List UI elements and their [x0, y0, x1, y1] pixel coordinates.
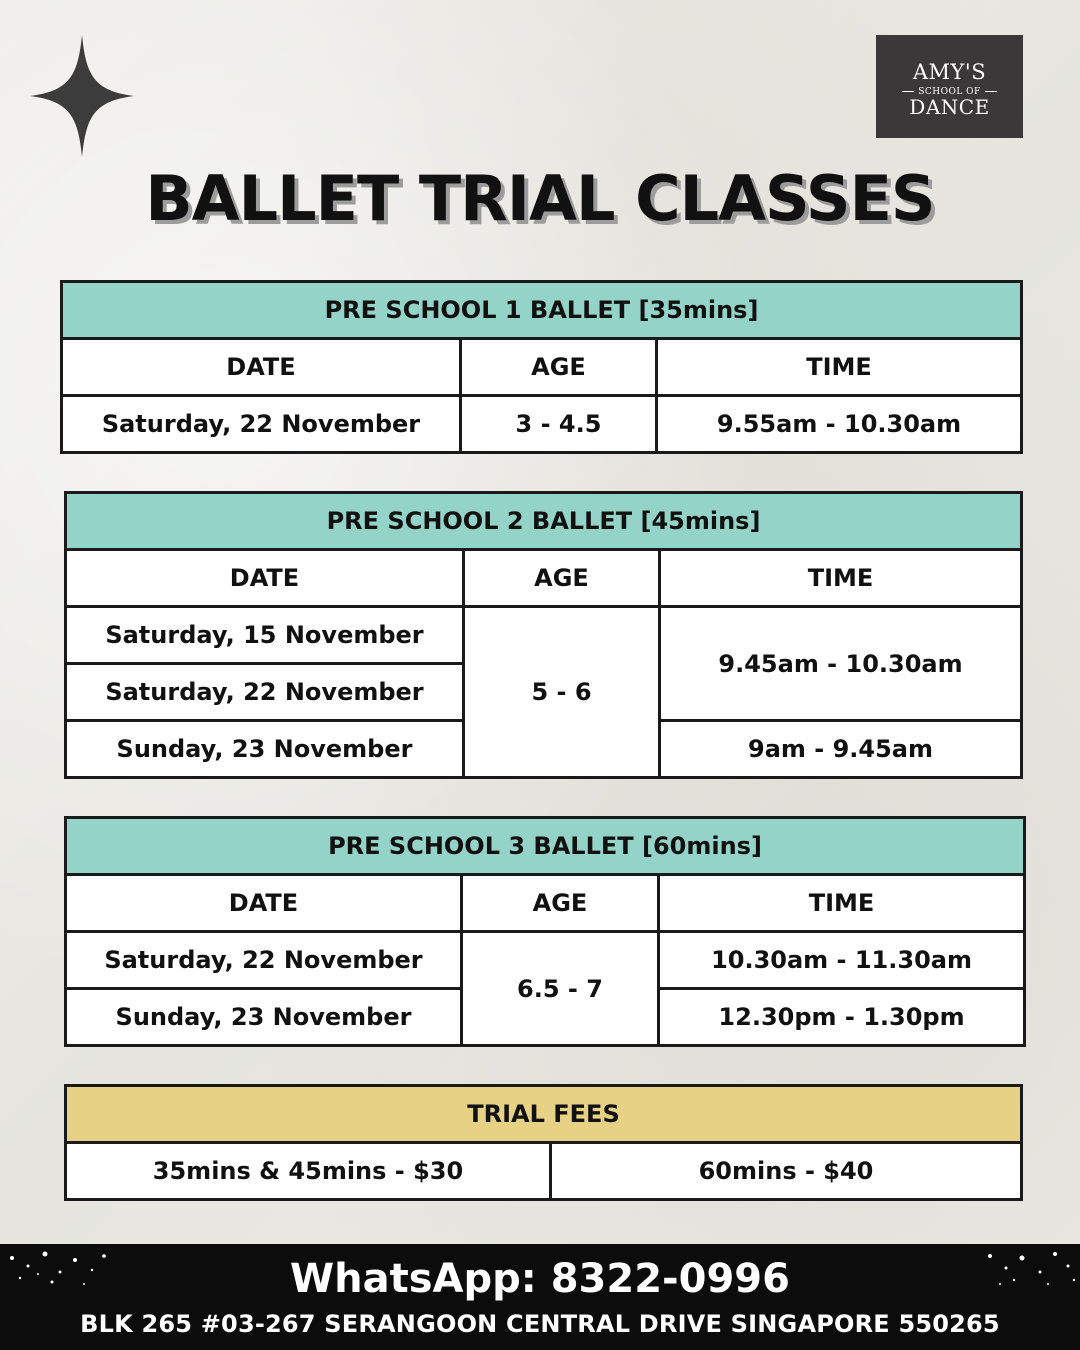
fee-cell: 60mins - $40 [551, 1143, 1022, 1200]
date-cell: Saturday, 15 November [66, 607, 464, 664]
time-cell: 12.30pm - 1.30pm [659, 989, 1025, 1046]
age-cell: 5 - 6 [464, 607, 660, 778]
column-header-age: AGE [461, 339, 657, 396]
logo-line-3: DANCE [909, 95, 990, 119]
date-cell: Sunday, 23 November [66, 989, 462, 1046]
time-cell: 9.45am - 10.30am [660, 607, 1022, 721]
column-header-age: AGE [464, 550, 660, 607]
column-header-time: TIME [657, 339, 1022, 396]
column-header-time: TIME [659, 875, 1025, 932]
section-heading: PRE SCHOOL 3 BALLET [60mins] [66, 818, 1025, 875]
preschool-2-table [64, 491, 1023, 779]
column-header-age: AGE [462, 875, 659, 932]
column-header-date: DATE [66, 875, 462, 932]
time-cell: 9am - 9.45am [660, 721, 1022, 778]
preschool-3-table [64, 816, 1026, 1047]
date-cell: Sunday, 23 November [66, 721, 464, 778]
school-logo [876, 35, 1023, 138]
four-point-star-icon [30, 35, 134, 157]
column-header-date: DATE [62, 339, 461, 396]
table-row [66, 1143, 1022, 1200]
date-cell: Saturday, 22 November [62, 396, 461, 453]
table-row [66, 607, 1022, 664]
whatsapp-contact: WhatsApp: 8322-0996 [290, 1256, 790, 1302]
time-cell: 10.30am - 11.30am [659, 932, 1025, 989]
age-cell: 6.5 - 7 [462, 932, 659, 1046]
page-title: BALLET TRIAL CLASSES [145, 162, 935, 235]
contact-footer [0, 1244, 1080, 1350]
preschool-1-table [60, 280, 1023, 454]
column-header-date: DATE [66, 550, 464, 607]
logo-line-1: AMY'S [912, 60, 987, 84]
date-cell: Saturday, 22 November [66, 932, 462, 989]
section-heading: PRE SCHOOL 2 BALLET [45mins] [66, 493, 1022, 550]
table-row [66, 932, 1025, 989]
age-cell: 3 - 4.5 [461, 396, 657, 453]
time-cell: 9.55am - 10.30am [657, 396, 1022, 453]
table-row [62, 396, 1022, 453]
logo-line-2: SCHOOL OF [876, 87, 1023, 97]
section-heading: PRE SCHOOL 1 BALLET [35mins] [62, 282, 1022, 339]
fees-heading: TRIAL FEES [66, 1086, 1022, 1143]
date-cell: Saturday, 22 November [66, 664, 464, 721]
address: BLK 265 #03-267 SERANGOON CENTRAL DRIVE SINGAPORE 550265 [80, 1310, 1000, 1338]
column-header-time: TIME [660, 550, 1022, 607]
fee-cell: 35mins & 45mins - $30 [66, 1143, 551, 1200]
trial-fees-table [64, 1084, 1023, 1201]
